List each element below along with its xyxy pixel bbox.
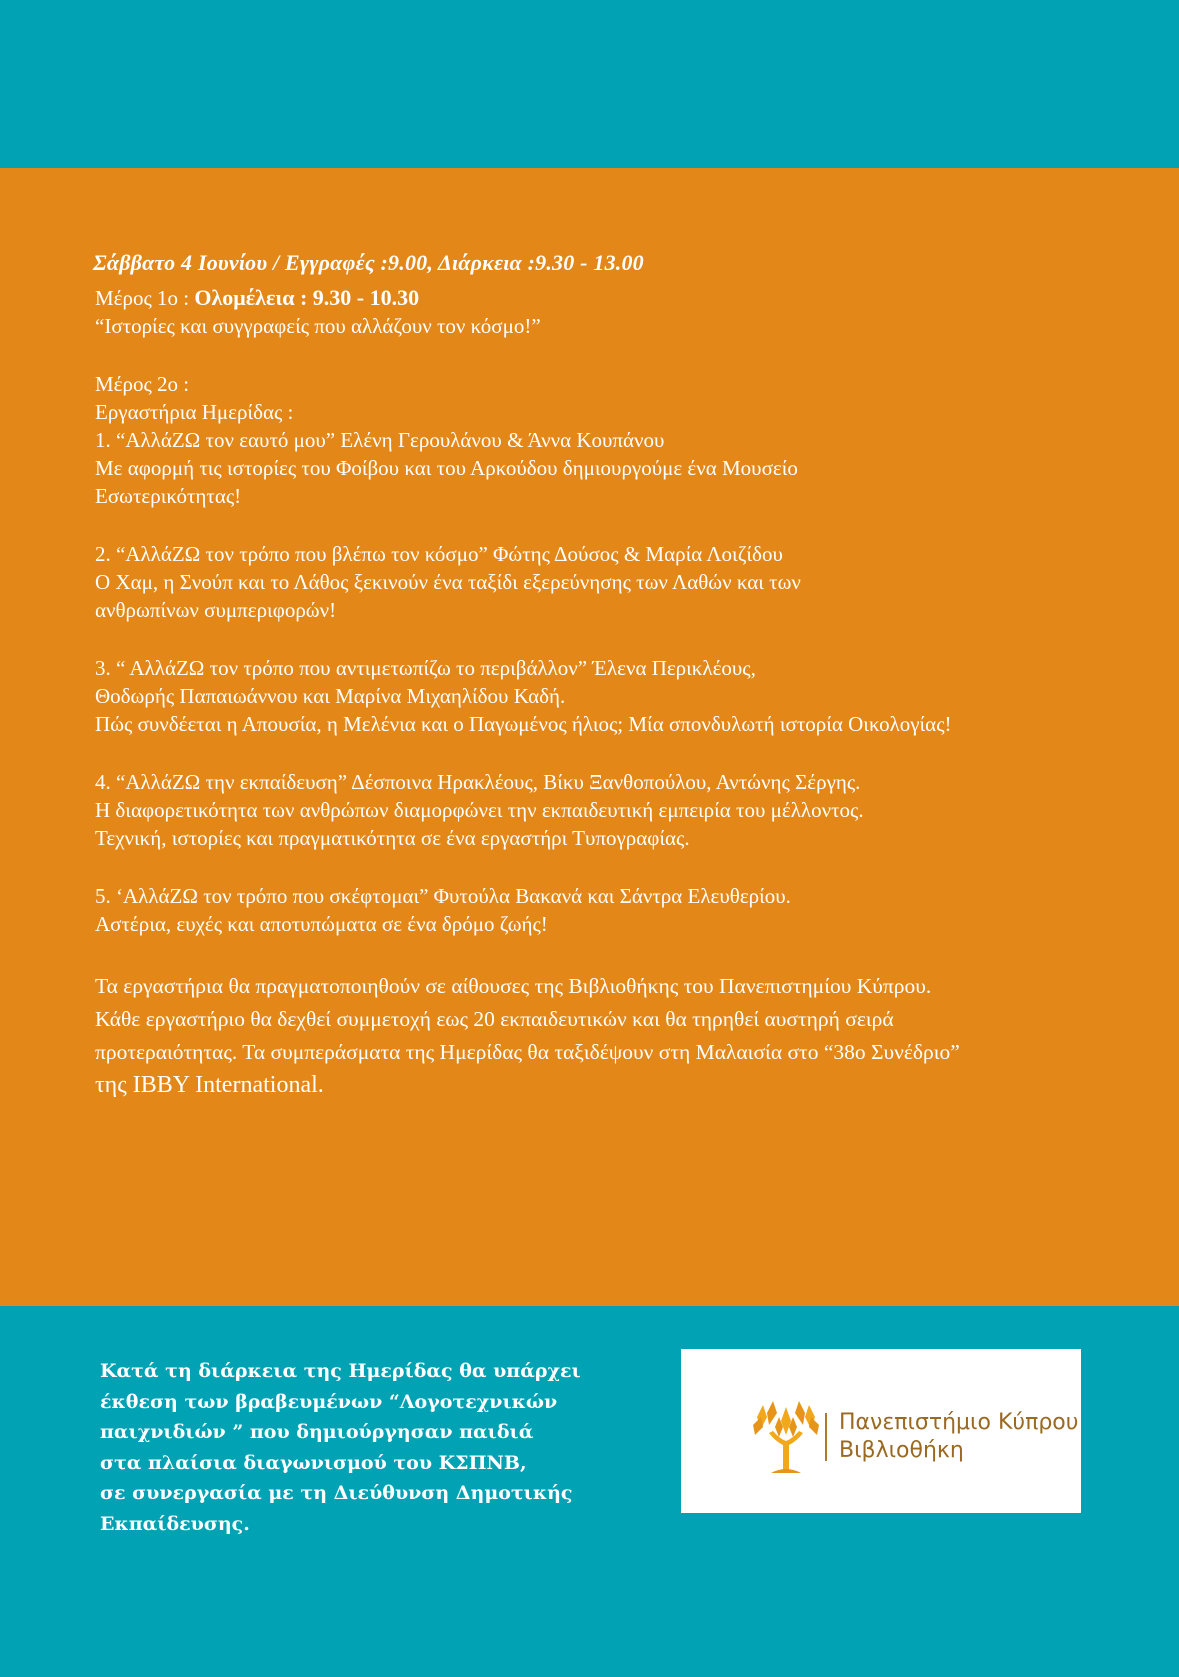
workshop-4-desc: Η διαφορετικότητα των ανθρώπων διαμορφώνει την εκπαιδευτική εμπειρία του μέλλοντος.	[95, 798, 864, 822]
logo-library-name: Βιβλιοθήκη	[839, 1438, 964, 1463]
part1-subtitle: “Ιστορίες και συγγραφείς που αλλάζουν τον κόσμο!”	[95, 314, 541, 338]
workshop-3-presenters: Θοδωρής Παπαιωάννου και Μαρίνα Μιχαηλίδου Καδή.	[95, 684, 566, 708]
top-teal-band	[0, 0, 1179, 168]
workshop-5-desc: Αστέρια, ευχές και αποτυπώματα σε ένα δρόμο ζωής!	[95, 912, 548, 936]
closing-line: Τα εργαστήρια θα πραγματοποιηθούν σε αίθουσες της Βιβλιοθήκης του Πανεπιστημίου Κύπρου.	[95, 974, 932, 998]
exhibition-note	[100, 1356, 600, 1539]
workshop-5	[95, 882, 1135, 938]
workshop-4-title: 4. “ΑλλάΖΩ την εκπαίδευση” Δέσποινα Ηρακλέους, Βίκυ Ξανθοπούλου, Αντώνης Σέργης.	[95, 770, 861, 794]
exhibition-line: Εκπαίδευσης.	[100, 1512, 250, 1535]
workshop-2-desc: ανθρωπίνων συμπεριφορών!	[95, 598, 337, 622]
workshop-2	[95, 540, 1135, 624]
carob-tree-logo-icon	[753, 1395, 819, 1475]
workshop-3-title: 3. “ ΑλλάΖΩ τον τρόπο που αντιμετωπίζω το περιβάλλον” Έλενα Περικλέους,	[95, 656, 756, 680]
part1-prefix: Μέρος 1ο :	[95, 286, 195, 310]
workshop-1-desc: Με αφορμή τις ιστορίες του Φοίβου και του Αρκούδου δημιουργούμε ένα Μουσείο	[95, 456, 798, 480]
part1-heading	[95, 284, 1135, 312]
part2-label: Μέρος 2ο :	[95, 372, 190, 396]
closing-line: προτεραιότητας. Τα συμπεράσματα της Ημερίδας θα ταξιδέψουν στη Μαλαισία στο “38ο Συνέδριο”	[95, 1040, 960, 1064]
workshop-2-desc: Ο Χαμ, η Σνούπ και το Λάθος ξεκινούν ένα ταξίδι εξερεύνησης των Λαθών και των	[95, 570, 801, 594]
closing-line: της IBBY International.	[95, 1072, 324, 1098]
closing-line: Κάθε εργαστήριο θα δεχθεί συμμετοχή εως 20 εκπαιδευτικών και θα τηρηθεί αυστηρή σειρά	[95, 1007, 894, 1031]
workshop-1-desc: Εσωτερικότητας!	[95, 484, 242, 508]
logo-text	[839, 1409, 1079, 1465]
workshop-3	[95, 654, 1135, 738]
workshop-2-title: 2. “ΑλλάΖΩ τον τρόπο που βλέπω τον κόσμο” Φώτης Δούσος & Μαρία Λοιζίδου	[95, 542, 783, 566]
workshop-3-desc: Πώς συνδέεται η Απουσία, η Μελένια και ο Παγωμένος ήλιος; Μία σπονδυλωτή ιστορία Οικολογίας!	[95, 712, 952, 736]
logo-university-name: Πανεπιστήμιο Κύπρου	[839, 1410, 1079, 1435]
exhibition-line: παιχνιδιών ” που δημιούργησαν παιδιά	[100, 1421, 534, 1443]
workshop-5-title: 5. ‘ΑλλάΖΩ τον τρόπο που σκέφτομαι” Φυτούλα Βακανά και Σάντρα Ελευθερίου.	[95, 884, 791, 908]
part1	[95, 284, 1135, 340]
workshop-4-desc: Τεχνική, ιστορίες και πραγματικότητα σε ένα εργαστήρι Τυπογραφίας.	[95, 826, 690, 850]
workshop-1-title: 1. “ΑλλάΖΩ τον εαυτό μου” Ελένη Γερουλάνου & Άννα Κουπάνου	[95, 428, 665, 452]
exhibition-line: στα πλαίσια διαγωνισμού του ΚΣΠΝΒ,	[100, 1451, 527, 1474]
workshop-4	[95, 768, 1135, 852]
closing-paragraph	[95, 970, 1135, 1102]
part2	[95, 370, 1135, 510]
logo-separator	[825, 1413, 827, 1461]
university-logo	[681, 1349, 1081, 1513]
workshops-label: Εργαστήρια Ημερίδας :	[95, 400, 294, 424]
event-date-line: Σάββατο 4 Ιουνίου / Εγγραφές :9.00, Διάρκεια :9.30 - 13.00	[93, 250, 644, 275]
exhibition-line: έκθεση των βραβευμένων “Λογοτεχνικών	[100, 1390, 558, 1413]
exhibition-line: σε συνεργασία με τη Διεύθυνση Δημοτικής	[100, 1482, 573, 1504]
part1-plenary: Ολομέλεια : 9.30 - 10.30	[194, 285, 420, 310]
program-content	[95, 250, 1135, 1102]
exhibition-line: Κατά τη διάρκεια της Ημερίδας θα υπάρχει	[100, 1360, 581, 1382]
